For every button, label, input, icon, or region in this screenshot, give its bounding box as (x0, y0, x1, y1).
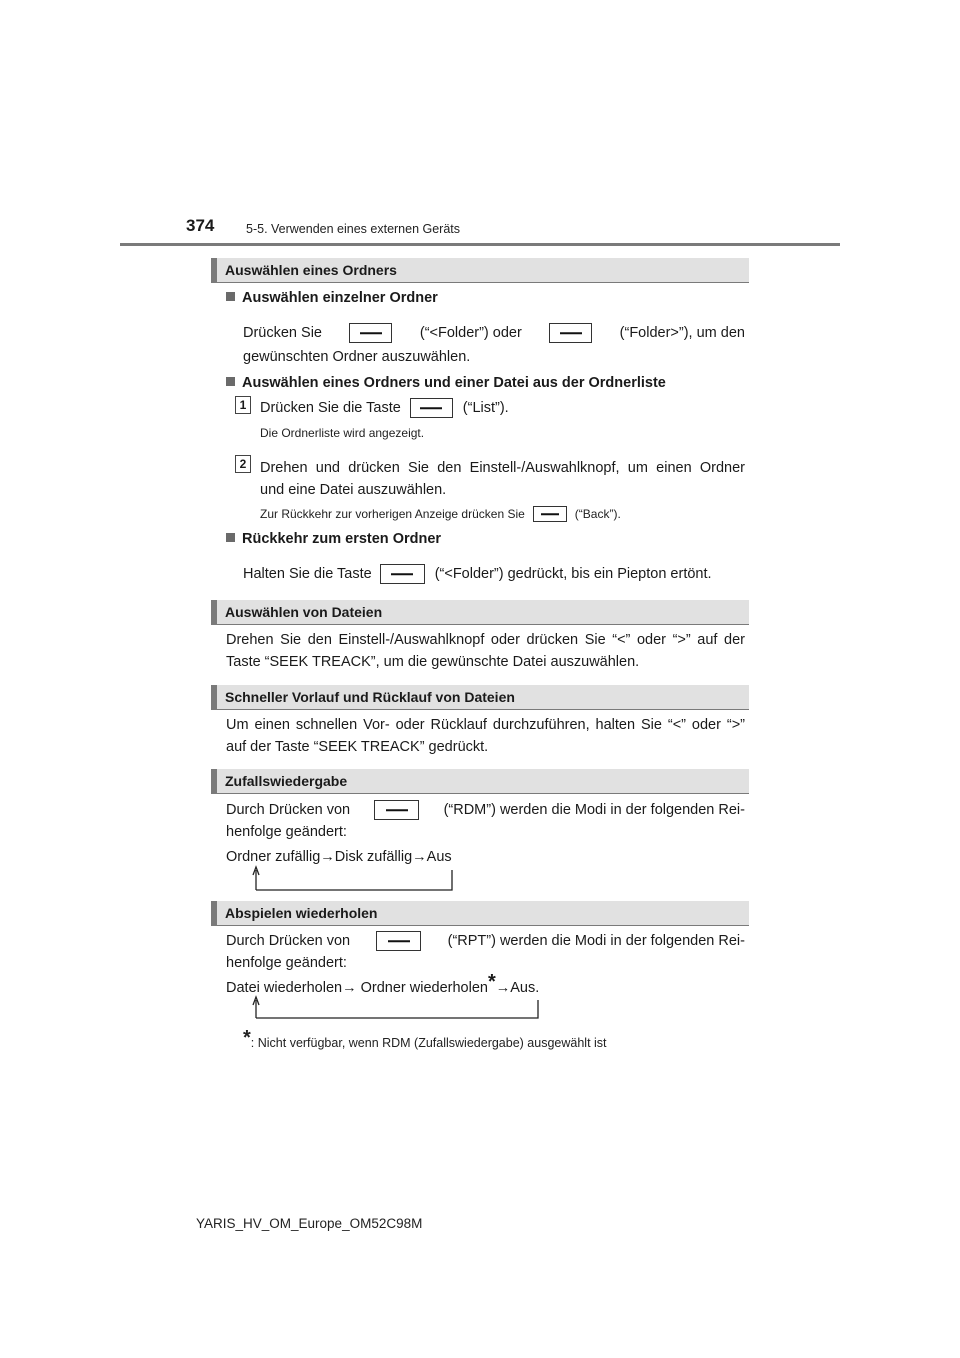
footnote (243, 1027, 607, 1050)
square-bullet-icon (226, 533, 235, 542)
paragraph-line: gewünschten Ordner auszuwählen. (243, 349, 471, 365)
text-segment: Zur Rückkehr zur vorherigen Anzeige drücken Sie (260, 507, 525, 521)
cycle-arrow-icon (250, 994, 546, 1022)
text-segment: →Aus. (495, 980, 540, 996)
text-segment: Drücken Sie (243, 325, 322, 341)
text-segment: (“List”). (462, 400, 509, 416)
page-number: 374 (186, 216, 215, 235)
subheading-single-folder (226, 290, 438, 306)
section-heading-random (211, 769, 749, 794)
random-line-2: henfolge geändert: (226, 824, 347, 840)
text-segment: (“<Folder”) oder (419, 325, 522, 341)
folder-prev-button-icon (349, 323, 392, 343)
repeat-line-2: henfolge geändert: (226, 955, 347, 971)
random-sequence: Ordner zufällig→Disk zufällig→Aus (226, 849, 452, 865)
step-badge-2: 2 (235, 455, 251, 473)
header-divider (120, 243, 840, 246)
step-2-line-2: und eine Datei auszuwählen. (260, 482, 447, 498)
list-button-icon (410, 398, 453, 418)
section-title: Abspielen wiederholen (225, 905, 378, 921)
text-segment: Durch Drücken von (226, 933, 351, 949)
subheading-folder-list (226, 375, 666, 391)
repeat-line-1 (226, 930, 745, 952)
section-title: Zufallswiedergabe (225, 773, 348, 789)
subheading-text: Auswählen eines Ordners und einer Datei aus der Ordnerliste (242, 375, 666, 391)
text-segment: Halten Sie die Taste (243, 566, 372, 582)
step-1-text (260, 397, 509, 419)
section-title: Auswählen eines Ordners (225, 262, 397, 278)
text-segment: (“Folder>”), um den (619, 325, 745, 341)
folder-prev-button-icon (380, 564, 425, 584)
footnote-marker: * (243, 1027, 251, 1049)
random-line-1 (226, 799, 745, 821)
text-segment: (“RPT”) werden die Modi in der folgenden Rei- (447, 933, 745, 949)
chapter-title: 5-5. Verwenden eines externen Geräts (246, 222, 461, 236)
section-heading-repeat (211, 901, 749, 926)
subheading-text: Auswählen einzelner Ordner (242, 290, 438, 306)
seek-line-1: Um einen schnellen Vor- oder Rücklauf durchzuführen, halten Sie “<” oder “>” (226, 717, 745, 733)
files-line-1: Drehen Sie den Einstell-/Auswahlknopf oder drücken Sie “<” oder “>” auf der (226, 632, 745, 648)
footnote-marker: * (487, 971, 496, 993)
paragraph-single-folder (243, 322, 745, 344)
text-segment: Durch Drücken von (226, 802, 351, 818)
section-heading-files (211, 600, 749, 625)
section-heading-seek (211, 685, 749, 710)
text-segment: (“RDM”) werden die Modi in der folgenden Rei- (443, 802, 745, 818)
step-badge-1: 1 (235, 396, 251, 414)
back-button-icon (533, 506, 567, 522)
text-segment: Datei wiederholen→ Ordner wiederholen (226, 980, 488, 996)
step-2-note (260, 506, 621, 522)
footnote-text: : Nicht verfügbar, wenn RDM (Zufallswiedergabe) ausgewählt ist (250, 1036, 607, 1050)
section-title: Auswählen von Dateien (225, 604, 383, 620)
subheading-first-folder (226, 531, 441, 547)
square-bullet-icon (226, 292, 235, 301)
square-bullet-icon (226, 377, 235, 386)
subheading-text: Rückkehr zum ersten Ordner (242, 531, 442, 547)
section-heading-folder (211, 258, 749, 283)
files-line-2: Taste “SEEK TREACK”, um die gewünschte Datei auszuwählen. (226, 654, 640, 670)
text-segment: Drücken Sie die Taste (260, 400, 401, 416)
step-2-line-1: Drehen und drücken Sie den Einstell-/Auswahlknopf, um einen Ordner (260, 460, 745, 476)
document-code: YARIS_HV_OM_Europe_OM52C98M (196, 1216, 423, 1231)
rpt-button-icon (376, 931, 421, 951)
seek-line-2: auf der Taste “SEEK TREACK” gedrückt. (226, 739, 489, 755)
text-segment: (“Back”). (574, 507, 621, 521)
paragraph-first-folder (243, 563, 712, 585)
section-title: Schneller Vorlauf und Rücklauf von Dateien (225, 689, 515, 705)
step-1-note: Die Ordnerliste wird angezeigt. (260, 426, 425, 440)
rdm-button-icon (374, 800, 419, 820)
folder-next-button-icon (549, 323, 592, 343)
cycle-arrow-icon (250, 864, 460, 894)
text-segment: (“<Folder”) gedrückt, bis ein Piepton ertönt. (434, 566, 712, 582)
